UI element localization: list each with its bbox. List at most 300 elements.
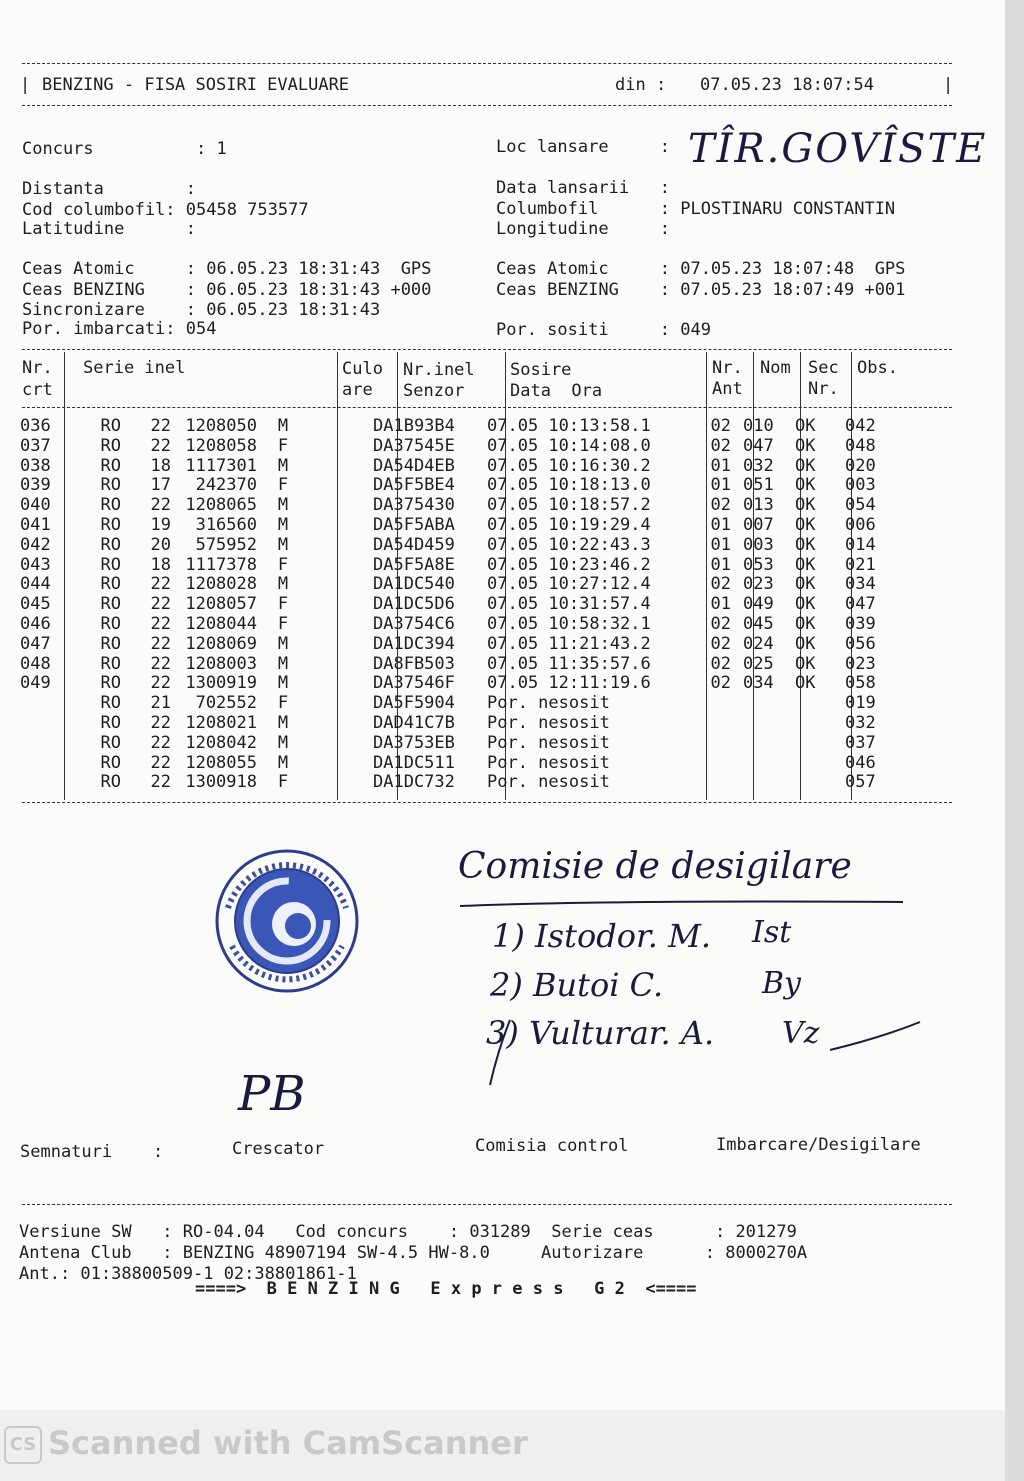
- cell-culoare: [309, 615, 369, 635]
- cell-nom: 013: [743, 495, 774, 516]
- cell-sensor: DAD41C7B: [373, 712, 455, 733]
- cell-ant: 02: [710, 416, 731, 436]
- cell-obs: 020: [845, 455, 876, 476]
- cell-sensor: DA1DC732: [373, 772, 455, 793]
- cell-nom: [737, 754, 789, 774]
- cell-nr: 036: [20, 416, 51, 436]
- table-row: [20, 516, 905, 536]
- cell-sensor: DA3754C6: [373, 613, 455, 634]
- cell-obs: 032: [845, 712, 876, 733]
- cell-sex: F: [277, 693, 289, 714]
- cell-obs: 021: [845, 554, 876, 575]
- cell-ant: [687, 714, 737, 734]
- cell-ro: RO: [100, 633, 121, 654]
- cell-sex: M: [277, 534, 289, 555]
- cell-nr: 043: [20, 554, 51, 575]
- cell-sex: M: [277, 574, 289, 595]
- cell-yr: 18: [150, 554, 171, 575]
- cell-nr: 045: [20, 594, 51, 615]
- cell-culoare: [309, 476, 369, 496]
- table-row: [20, 615, 905, 635]
- cell-sec: OK: [795, 594, 816, 615]
- cell-nr: 044: [20, 574, 51, 595]
- cell-obs: 042: [845, 416, 876, 436]
- din-value: 07.05.23 18:07:54: [700, 75, 874, 95]
- cell-nr: 049: [20, 673, 51, 694]
- cell-ant: 01: [710, 475, 731, 496]
- cell-sec: OK: [795, 495, 816, 516]
- table-row: [20, 694, 905, 714]
- longitudine-line: Longitudine :: [496, 219, 670, 239]
- col-header-nr: Nr.: [22, 358, 53, 378]
- distanta-line: Distanta :: [22, 179, 196, 199]
- cell-ant: 02: [710, 613, 731, 634]
- cell-ro: RO: [100, 475, 121, 496]
- cell-sex: F: [277, 554, 289, 575]
- committee-underline: [458, 896, 908, 910]
- cell-sex: M: [277, 653, 289, 674]
- cell-nom: 032: [743, 455, 774, 476]
- table-row: [20, 476, 905, 496]
- cell-yr: 22: [150, 574, 171, 595]
- cell-obs: 039: [845, 613, 876, 634]
- cell-obs: 054: [845, 495, 876, 516]
- cell-sosire: Por. nesosit: [487, 752, 610, 773]
- cell-sensor: DA5F5A8E: [373, 554, 455, 575]
- page-edge-shadow: [1005, 0, 1024, 1481]
- cell-sensor: DA1B93B4: [373, 416, 455, 436]
- cell-nr: [20, 754, 63, 774]
- cell-ring: 575952: [195, 534, 257, 555]
- table-row: [20, 556, 905, 576]
- sincronizare-line: Sincronizare : 06.05.23 18:31:43: [22, 300, 381, 320]
- cell-ant: 02: [710, 673, 731, 694]
- cell-nom: 047: [743, 435, 774, 456]
- cell-nr: 047: [20, 633, 51, 654]
- cell-yr: 22: [150, 673, 171, 694]
- imbarcare-desigilare-label: Imbarcare/Desigilare: [716, 1135, 921, 1155]
- col-header-sec-nr: Nr.: [808, 379, 839, 399]
- cell-culoare: [309, 655, 369, 675]
- cell-sec: OK: [795, 574, 816, 595]
- cell-sensor: DA8FB503: [373, 653, 455, 674]
- cell-ro: RO: [100, 712, 121, 733]
- cell-yr: 22: [150, 435, 171, 456]
- cell-sex: M: [277, 416, 289, 436]
- cell-sex: M: [277, 514, 289, 535]
- cell-sec: OK: [795, 475, 816, 496]
- table-row: [20, 496, 905, 516]
- cell-sensor: DA54D4EB: [373, 455, 455, 476]
- cell-yr: 22: [150, 416, 171, 436]
- cell-ring: 1208044: [185, 613, 257, 634]
- data-lansarii-line: Data lansarii :: [496, 178, 670, 198]
- cell-nr: 041: [20, 514, 51, 535]
- cell-sensor: DA37546F: [373, 673, 455, 694]
- cell-sec: OK: [795, 653, 816, 674]
- header-top-rule: [22, 63, 952, 64]
- cell-ant: 01: [710, 554, 731, 575]
- cell-yr: 21: [150, 693, 171, 714]
- header-left-bar: |: [20, 75, 31, 95]
- cell-ro: RO: [100, 673, 121, 694]
- cell-culoare: [309, 734, 369, 754]
- cell-sensor: DA5F5BE4: [373, 475, 455, 496]
- page-title: BENZING - FISA SOSIRI EVALUARE: [42, 75, 350, 95]
- footer-line-1: Versiune SW : RO-04.04 Cod concurs : 031289 Serie ceas : 201279: [19, 1222, 797, 1242]
- cell-sec: OK: [795, 416, 816, 436]
- cell-nom: 034: [743, 673, 774, 694]
- col-header-obs: Obs.: [857, 358, 898, 378]
- cell-ring: 1208042: [185, 732, 257, 753]
- semnaturi-label: Semnaturi :: [20, 1142, 164, 1162]
- col-header-sosire: Sosire: [510, 360, 572, 380]
- crescator-label: Crescator: [232, 1139, 325, 1159]
- cell-sensor: DA1DC540: [373, 574, 455, 595]
- cell-ring: 1208050: [185, 416, 257, 436]
- cell-sex: M: [277, 673, 289, 694]
- cell-ring: 1208021: [185, 712, 257, 733]
- cell-sec: OK: [795, 435, 816, 456]
- cell-nr: [20, 694, 63, 714]
- cell-sosire: 07.05 10:18:13.0: [487, 475, 651, 496]
- cell-ro: RO: [100, 613, 121, 634]
- cell-obs: 057: [845, 772, 876, 793]
- cell-culoare: [309, 595, 369, 615]
- cell-sensor: DA3753EB: [373, 732, 455, 753]
- cell-sensor: DA5F5ABA: [373, 514, 455, 535]
- cell-ant: 01: [710, 514, 731, 535]
- header-right-bar: |: [943, 75, 954, 95]
- cell-ring: 1300918: [185, 772, 257, 793]
- latitudine-line: Latitudine :: [22, 219, 196, 239]
- cell-obs: 014: [845, 534, 876, 555]
- cell-culoare: [309, 437, 369, 457]
- cell-sex: M: [277, 752, 289, 773]
- cell-yr: 18: [150, 455, 171, 476]
- cell-ro: RO: [100, 554, 121, 575]
- cell-obs: 037: [845, 732, 876, 753]
- cell-nom: [737, 734, 789, 754]
- cell-sec: OK: [795, 514, 816, 535]
- footer-line-3: Ant.: 01:38800509-1 02:38801861-1: [19, 1264, 357, 1284]
- col-header-culo: Culo: [342, 359, 383, 379]
- table-bottom-rule: [22, 802, 952, 803]
- cell-ring: 242370: [195, 475, 257, 496]
- table-row: [20, 635, 905, 655]
- cell-sensor: DA37545E: [373, 435, 455, 456]
- cell-sex: M: [277, 712, 289, 733]
- cell-nr: 046: [20, 613, 51, 634]
- cod-columbofil-line: Cod columbofil: 05458 753577: [22, 200, 309, 220]
- cell-sensor: DA375430: [373, 495, 455, 516]
- cell-ant: 02: [710, 653, 731, 674]
- cell-ant: 01: [710, 594, 731, 615]
- loc-lansare-handwritten: TÎR.GOVÎSTE: [688, 126, 988, 172]
- cell-ant: 02: [710, 435, 731, 456]
- cell-ring: 1208003: [185, 653, 257, 674]
- cell-nr: 039: [20, 475, 51, 496]
- cell-sex: M: [277, 455, 289, 476]
- table-header-rule: [22, 407, 952, 408]
- cell-yr: 22: [150, 752, 171, 773]
- cell-sec: [789, 694, 839, 714]
- col-header-nom: Nom: [760, 358, 791, 378]
- cell-nr: 042: [20, 534, 51, 555]
- cell-culoare: [309, 773, 369, 793]
- cell-sosire: Por. nesosit: [487, 772, 610, 793]
- cell-ro: RO: [100, 514, 121, 535]
- cell-ro: RO: [100, 594, 121, 615]
- table-row: [20, 575, 905, 595]
- ceas-benzing-right: Ceas BENZING : 07.05.23 18:07:49 +001: [496, 280, 906, 300]
- cell-culoare: [309, 556, 369, 576]
- cell-nom: 025: [743, 653, 774, 674]
- cell-yr: 19: [150, 514, 171, 535]
- cell-ring: 1117378: [185, 554, 257, 575]
- footer-brand-line: ====> B E N Z I N G E x p r e s s G 2 <====: [195, 1279, 697, 1299]
- cell-nom: 051: [743, 475, 774, 496]
- cell-ring: 1300919: [185, 673, 257, 694]
- federation-seal: [214, 848, 360, 994]
- cell-sex: F: [277, 594, 289, 615]
- cell-sosire: Por. nesosit: [487, 732, 610, 753]
- cell-ant: [687, 754, 737, 774]
- arrivals-table: [20, 417, 905, 793]
- cell-nom: [737, 694, 789, 714]
- cell-nr: 037: [20, 435, 51, 456]
- col-header-data-ora: Data Ora: [510, 381, 603, 401]
- cell-sec: [789, 734, 839, 754]
- cell-sosire: 07.05 10:31:57.4: [487, 594, 651, 615]
- cell-ro: RO: [100, 653, 121, 674]
- col-header-are: are: [342, 380, 373, 400]
- header-bottom-rule: [22, 105, 952, 106]
- committee-strokes: [480, 1010, 930, 1090]
- cell-nr: [20, 714, 63, 734]
- col-header-sec: Sec: [808, 358, 839, 378]
- cell-nom: 003: [743, 534, 774, 555]
- cell-sosire: 07.05 11:35:57.6: [487, 653, 651, 674]
- table-row: [20, 536, 905, 556]
- cell-obs: 023: [845, 653, 876, 674]
- loc-lansare-line: Loc lansare :: [496, 137, 670, 157]
- cell-sensor: DA1DC5D6: [373, 594, 455, 615]
- cell-nr: 040: [20, 495, 51, 516]
- cell-nom: 023: [743, 574, 774, 595]
- cell-ring: 1117301: [185, 455, 257, 476]
- ceas-benzing-left: Ceas BENZING : 06.05.23 18:31:43 +000: [22, 280, 432, 300]
- table-row: [20, 437, 905, 457]
- cell-nr: [20, 773, 63, 793]
- cell-culoare: [309, 635, 369, 655]
- cell-ant: 01: [710, 534, 731, 555]
- cell-ro: RO: [100, 416, 121, 436]
- table-row: [20, 754, 905, 774]
- committee-member-2: 2) Butoi C.: [490, 966, 664, 1004]
- cell-obs: 048: [845, 435, 876, 456]
- cell-sosire: 07.05 10:27:12.4: [487, 574, 651, 595]
- col-header-senzor: Senzor: [403, 381, 465, 401]
- cell-nr: 048: [20, 653, 51, 674]
- por-imbarcati-line: Por. imbarcati: 054: [22, 319, 217, 339]
- cell-sex: F: [277, 435, 289, 456]
- cell-ro: RO: [100, 574, 121, 595]
- camscanner-watermark: [4, 1424, 528, 1464]
- cell-sosire: 07.05 10:18:57.2: [487, 495, 651, 516]
- committee-member-3: 3) Vulturar. A.: [486, 1014, 715, 1052]
- cell-obs: 058: [845, 673, 876, 694]
- cell-ant: 01: [710, 455, 731, 476]
- committee-member-1: 1) Istodor. M.: [492, 917, 712, 955]
- cell-sosire: Por. nesosit: [487, 712, 610, 733]
- cell-ro: RO: [100, 495, 121, 516]
- cell-nom: [737, 773, 789, 793]
- cell-obs: 003: [845, 475, 876, 496]
- col-header-nr-inel: Nr.inel: [403, 360, 475, 380]
- cell-obs: 006: [845, 514, 876, 535]
- cell-ring: 1208065: [185, 495, 257, 516]
- por-sositi-line: Por. sositi : 049: [496, 320, 711, 340]
- cell-yr: 22: [150, 772, 171, 793]
- cell-sensor: DA1DC511: [373, 752, 455, 773]
- cell-yr: 22: [150, 613, 171, 634]
- committee-member-2-signature: By: [762, 966, 801, 1001]
- cell-sex: F: [277, 613, 289, 634]
- cell-sosire: 07.05 10:58:32.1: [487, 613, 651, 634]
- cell-yr: 22: [150, 653, 171, 674]
- table-row: [20, 773, 905, 793]
- footer-line-2: Antena Club : BENZING 48907194 SW-4.5 HW-8.0 Autorizare : 8000270A: [19, 1243, 808, 1263]
- table-row: [20, 417, 905, 437]
- cell-obs: 019: [845, 693, 876, 714]
- cell-sex: M: [277, 633, 289, 654]
- cell-ro: RO: [100, 455, 121, 476]
- cell-sec: OK: [795, 613, 816, 634]
- cell-ro: RO: [100, 693, 121, 714]
- committee-member-1-signature: Ist: [752, 915, 792, 950]
- columbofil-line: Columbofil : PLOSTINARU CONSTANTIN: [496, 199, 896, 219]
- committee-member-3-signature: Vz: [782, 1016, 820, 1051]
- table-top-rule: [22, 349, 952, 350]
- cell-ring: 1208057: [185, 594, 257, 615]
- cell-ant: [687, 734, 737, 754]
- cell-ring: 1208069: [185, 633, 257, 654]
- cell-culoare: [309, 496, 369, 516]
- cell-obs: 034: [845, 574, 876, 595]
- cell-sosire: 07.05 10:22:43.3: [487, 534, 651, 555]
- camscanner-text: Scanned with CamScanner: [48, 1424, 528, 1462]
- cell-ring: 1208055: [185, 752, 257, 773]
- cell-yr: 17: [150, 475, 171, 496]
- cell-obs: 056: [845, 633, 876, 654]
- cell-sosire: 07.05 10:16:30.2: [487, 455, 651, 476]
- cell-sex: F: [277, 475, 289, 496]
- table-row: [20, 457, 905, 477]
- ceas-atomic-left: Ceas Atomic : 06.05.23 18:31:43 GPS: [22, 259, 432, 279]
- cell-yr: 22: [150, 495, 171, 516]
- comisia-control-label: Comisia control: [475, 1136, 629, 1156]
- concurs-line: Concurs : 1: [22, 139, 227, 159]
- cell-ro: RO: [100, 435, 121, 456]
- din-label: din :: [615, 75, 667, 95]
- cell-sec: [789, 714, 839, 734]
- cell-nom: 045: [743, 613, 774, 634]
- cell-ant: 02: [710, 633, 731, 654]
- cell-culoare: [309, 714, 369, 734]
- cell-ring: 1208028: [185, 574, 257, 595]
- cell-culoare: [309, 754, 369, 774]
- cell-yr: 22: [150, 732, 171, 753]
- table-row: [20, 655, 905, 675]
- cell-nom: 007: [743, 514, 774, 535]
- cell-ro: RO: [100, 732, 121, 753]
- table-row: [20, 734, 905, 754]
- cell-ring: 316560: [195, 514, 257, 535]
- cell-yr: 22: [150, 633, 171, 654]
- crescator-signature: PB: [238, 1066, 306, 1122]
- table-row: [20, 714, 905, 734]
- committee-heading: Comisie de desigilare: [458, 846, 852, 887]
- cell-ring: 1208058: [185, 435, 257, 456]
- col-header-serie-inel: Serie inel: [83, 358, 186, 378]
- cell-sec: OK: [795, 554, 816, 575]
- cell-sec: [789, 754, 839, 774]
- cell-nom: [737, 714, 789, 734]
- cell-culoare: [309, 516, 369, 536]
- cell-culoare: [309, 536, 369, 556]
- cell-sec: OK: [795, 673, 816, 694]
- cell-sex: F: [277, 772, 289, 793]
- cell-obs: 046: [845, 752, 876, 773]
- cell-nom: 053: [743, 554, 774, 575]
- cell-sex: M: [277, 732, 289, 753]
- ceas-atomic-right: Ceas Atomic : 07.05.23 18:07:48 GPS: [496, 259, 906, 279]
- cell-sosire: 07.05 10:19:29.4: [487, 514, 651, 535]
- cell-ant: [687, 694, 737, 714]
- cell-sex: M: [277, 495, 289, 516]
- cell-yr: 22: [150, 712, 171, 733]
- cell-nr: 038: [20, 455, 51, 476]
- cell-sec: OK: [795, 633, 816, 654]
- cell-sensor: DA54D459: [373, 534, 455, 555]
- cell-yr: 22: [150, 594, 171, 615]
- cell-sec: [789, 773, 839, 793]
- cell-nom: 010: [743, 416, 774, 436]
- cell-sec: OK: [795, 455, 816, 476]
- cell-yr: 20: [150, 534, 171, 555]
- cell-ant: 02: [710, 574, 731, 595]
- cell-obs: 047: [845, 594, 876, 615]
- cell-sensor: DA1DC394: [373, 633, 455, 654]
- cell-nr: [20, 734, 63, 754]
- cell-culoare: [309, 674, 369, 694]
- table-row: [20, 674, 905, 694]
- col-header-crt: crt: [22, 380, 53, 400]
- cell-sosire: 07.05 12:11:19.6: [487, 673, 651, 694]
- cell-sosire: Por. nesosit: [487, 693, 610, 714]
- cell-culoare: [309, 694, 369, 714]
- footer-rule: [22, 1204, 952, 1205]
- cell-ant: [687, 773, 737, 793]
- cell-nom: 024: [743, 633, 774, 654]
- table-row: [20, 595, 905, 615]
- cell-sensor: DA5F5904: [373, 693, 455, 714]
- cell-culoare: [309, 417, 369, 437]
- cell-ro: RO: [100, 752, 121, 773]
- col-header-nr-ant: Nr.: [712, 358, 743, 378]
- cell-sosire: 07.05 10:14:08.0: [487, 435, 651, 456]
